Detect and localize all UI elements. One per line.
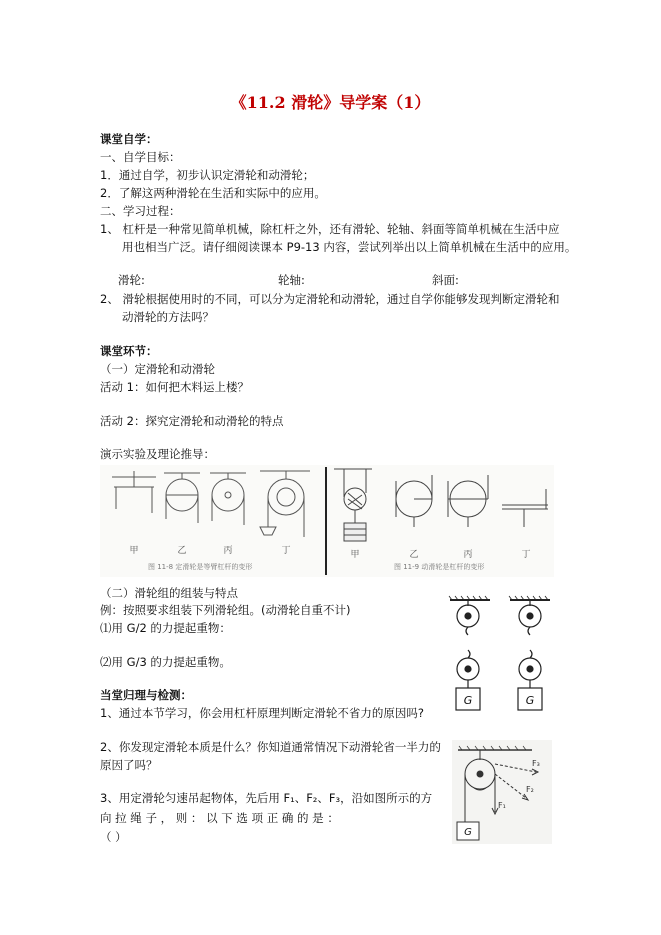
fig-left-label-4: 丁 [281, 546, 291, 556]
fig-left-label-1: 甲 [129, 546, 139, 556]
example-text: 例：按照要求组装下列滑轮组。(动滑轮自重不计) [100, 603, 351, 617]
page-title: 《11.2 滑轮》导学案（1） [230, 93, 431, 112]
part-2-heading: （二）滑轮组的组装与特点 [100, 586, 238, 600]
fig-left-label-2: 乙 [177, 546, 187, 556]
fixed-pulley-forces-figure [452, 740, 552, 844]
question-2-line-2: 原因了吗？ [100, 758, 158, 772]
goal-1: 1．通过自学，初步认识定滑轮和动滑轮； [100, 168, 315, 182]
fig-right-label-3: 丙 [463, 550, 473, 560]
question-3-line-1: 3、用定滑轮匀速吊起物体，先后用 F₁、F₂、F₃，沿如图所示的方 [100, 791, 433, 805]
pulley-group-figure [448, 594, 560, 722]
goals-heading: 一、自学目标： [100, 150, 181, 164]
answer-blank: （ ） [100, 830, 127, 844]
movable-pulley-figure [322, 465, 554, 577]
item-1-line-1: 1、 杠杆是一种常见简单机械，除杠杆之外，还有滑轮、轮轴、斜面等简单机械在生活中应 [100, 222, 560, 236]
weight-label-right: G [525, 694, 535, 707]
fig-left-label-3: 丙 [223, 546, 233, 556]
review-heading: 当堂归理与检测： [100, 688, 192, 702]
forces-weight-label: G [464, 827, 472, 838]
exercise-1: ⑴用 G/2 的力提起重物： [100, 621, 231, 635]
label-incline: 斜面: [432, 273, 459, 287]
fig-right-caption: 图 11-9 动滑轮是杠杆的变形 [394, 563, 485, 571]
label-wheel-axle: 轮轴: [278, 273, 305, 287]
item-2-line-1: 2、 滑轮根据使用时的不同，可以分为定滑轮和动滑轮，通过自学你能够发现判断定滑轮和 [100, 292, 560, 306]
fig-right-label-2: 乙 [409, 550, 419, 560]
class-section-heading: 课堂环节： [100, 344, 158, 358]
force-f3-label: F₃ [532, 759, 540, 768]
process-heading: 二、学习过程： [100, 204, 181, 218]
exercise-2: ⑵用 G/3 的力提起重物。 [100, 655, 231, 669]
activity-2: 活动 2：探究定滑轮和动滑轮的特点 [100, 414, 284, 428]
label-pulley: 滑轮: [118, 273, 145, 287]
item-2-line-2: 动滑轮的方法吗？ [122, 310, 214, 324]
question-2-line-1: 2、你发现定滑轮本质是什么？你知道通常情况下动滑轮省一半力的 [100, 740, 441, 754]
activity-1: 活动 1：如何把木料运上楼？ [100, 380, 249, 394]
self-study-heading: 课堂自学： [100, 132, 158, 146]
demo-heading: 演示实验及理论推导： [100, 447, 215, 461]
item-1-line-2: 用也相当广泛。请仔细阅读课本 P9-13 内容，尝试列举出以上简单机械在生活中的应用。 [122, 240, 577, 254]
force-f2-label: F₂ [526, 785, 534, 794]
weight-label-left: G [463, 694, 473, 707]
fig-right-label-4: 丁 [521, 550, 531, 560]
part-1-heading: （一）定滑轮和动滑轮 [100, 362, 215, 376]
question-1: 1、通过本节学习，你会用杠杆原理判断定滑轮不省力的原因吗? [100, 706, 424, 720]
question-3-line-2: 向 拉 绳 子 ， 则 ： 以 下 选 项 正 确 的 是 ： [100, 811, 339, 825]
fig-right-label-1: 甲 [350, 550, 360, 560]
goal-2: 2．了解这两种滑轮在生活和实际中的应用。 [100, 186, 326, 200]
fig-left-caption: 图 11-8 定滑轮是等臂杠杆的变形 [148, 563, 253, 571]
fixed-pulley-figure [100, 465, 322, 577]
force-f1-label: F₁ [498, 801, 506, 810]
